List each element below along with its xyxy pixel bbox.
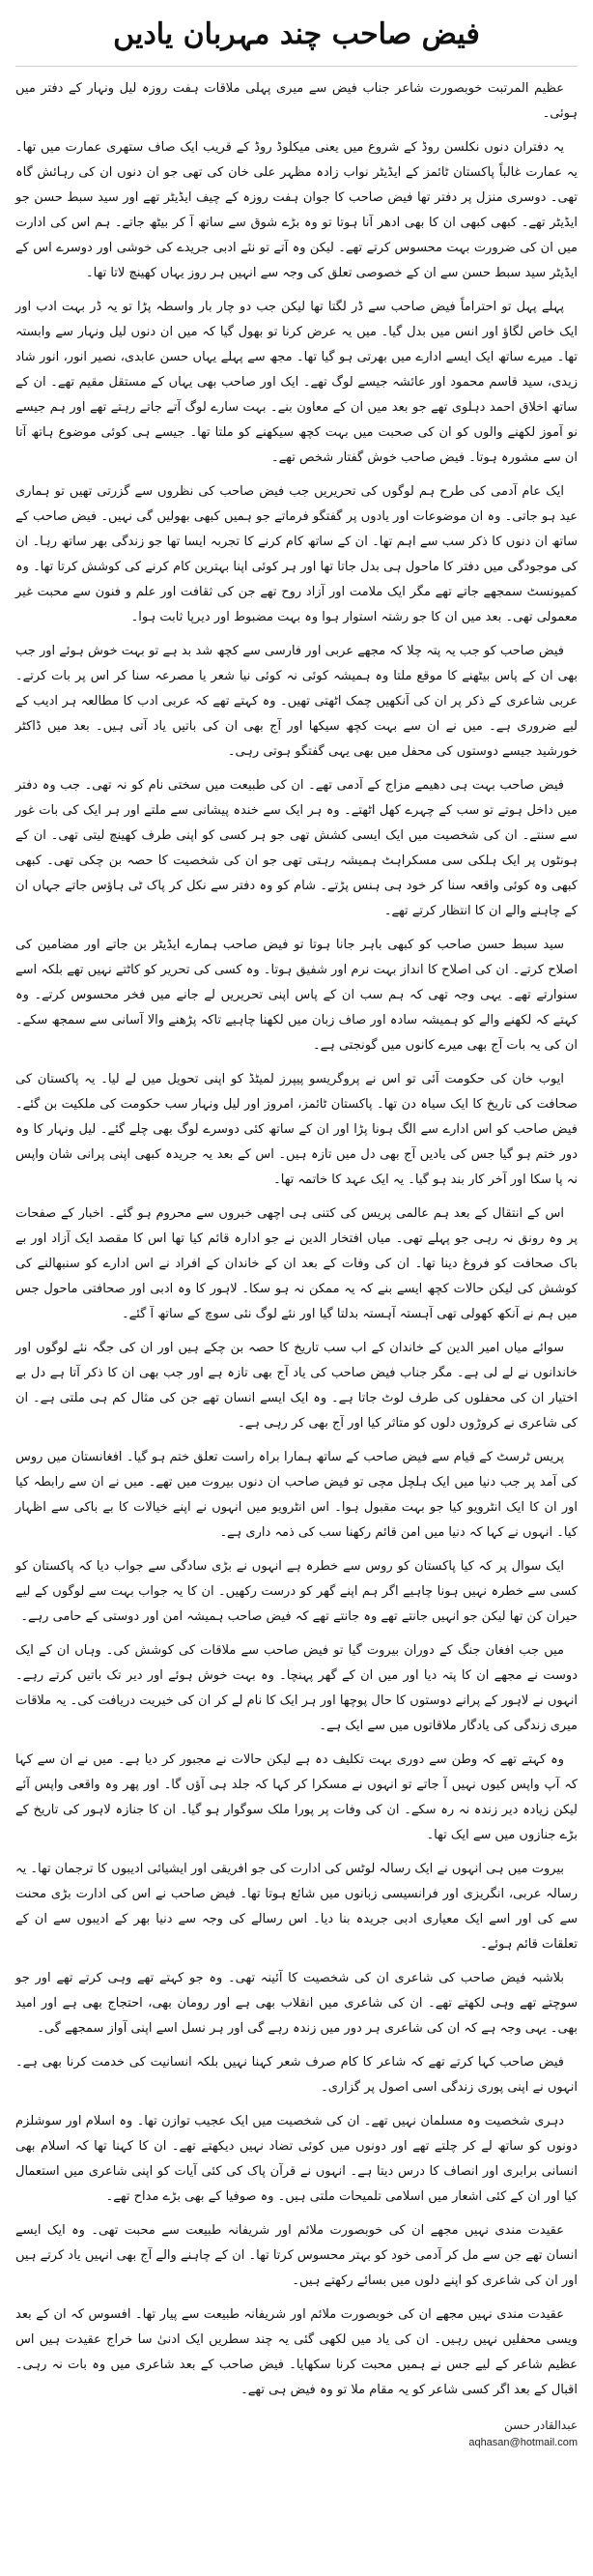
author-email[interactable]: aqhasan@hotmail.com — [468, 2437, 578, 2448]
article-paragraph: ایک عام آدمی کی طرح ہم لوگوں کی تحریریں جب فیض صاحب کی نظروں سے گزرتی تھیں تو ہماری عید ہو جاتی۔ وہ ان موضوعات اور یادوں پر گفتگو فرماتے جو ہمیں کبھی بھولیں گی نہیں۔ فیض صاحب کے ساتھ ان دنوں کا ذکر سب سے اہم تھا۔ ان کے ساتھ کام کرنے کا تجربہ ایسا تھا جو زندگی بھر ساتھ رہا۔ ان کی موجودگی میں دفتر کا ماحول ہی بدل جاتا تھا اور ہر کوئی اپنا بہترین کام کرنے کی کوشش کرتا تھا۔ وہ کمیونسٹ سمجھے جاتے تھے مگر ایک ملامت اور آزاد روح تھے جن کی ثقافت اور علم و فنون سے محبت غیر معمولی تھی۔ بعد میں ان کا جو رشتہ استوار ہوا وہ بہت مضبوط اور دیرپا ثابت ہوا۔ — [15, 484, 578, 624]
article-paragraph: وہ کہتے تھے کہ وطن سے دوری بہت تکلیف دہ ہے لیکن حالات نے مجبور کر دیا ہے۔ میں نے ان سے کہا کہ آپ واپس کیوں نہیں آ جاتے تو انہوں نے مسکرا کر کہا کہ جلد ہی آؤں گا۔ اور پھر وہ واقعی واپس آئے لیکن زیادہ دیر زندہ نہ رہ سکے۔ ان کی وفات پر پورا ملک سوگوار ہو گیا۔ ان کا جنازہ لاہور کی تاریخ کے بڑے جنازوں میں سے ایک تھا۔ — [15, 1752, 578, 1842]
article-paragraph: فیض صاحب کہا کرتے تھے کہ شاعر کا کام صرف شعر کہنا نہیں بلکہ انسانیت کی خدمت کرنا بھی ہے۔ انہوں نے اپنی پوری زندگی اسی اصول پر گزاری۔ — [15, 2055, 578, 2095]
article-paragraph: بیروت میں ہی انہوں نے ایک رسالہ لوٹس کی ادارت کی جو افریقی اور ایشیائی ادیبوں کا ترجمان تھا۔ یہ رسالہ عربی، انگریزی اور فرانسیسی زبانوں میں شائع ہوتا تھا۔ فیض صاحب نے اس کی ادارت بڑی محنت سے کی اور اسے ایک معیاری ادبی جریدہ بنا دیا۔ اس رسالے کی وجہ سے دنیا بھر کے ادیبوں سے ان کے تعلقات قائم ہوئے۔ — [15, 1862, 578, 1952]
article-paragraph: ایک سوال پر کہ کیا پاکستان کو روس سے خطرہ ہے انہوں نے بڑی سادگی سے جواب دیا کہ پاکستان کو کسی سے خطرہ نہیں ہونا چاہیے اگر ہم اپنے گھر کو درست رکھیں۔ ان کا یہ جواب بہت سے لوگوں کے لیے حیران کن تھا لیکن جو انہیں جانتے تھے وہ جانتے تھے کہ فیض صاحب ہمیشہ امن اور دوستی کے حامی رہے۔ — [15, 1559, 578, 1624]
article-paragraph: اس کے انتقال کے بعد ہم عالمی پریس کی کتنی ہی اچھی خبروں سے محروم ہو گئے۔ اخبار کے صفحات پر وہ رونق نہ رہی جو پہلے تھی۔ میاں افتخار الدین نے جو ادارہ قائم کیا تھا اس کا مقصد ایک آزاد اور بے باک صحافت کو فروغ دینا تھا۔ ان کی وفات کے بعد ان کے خاندان کے افراد نے اس ادارے کو سنبھالنے کی کوشش کی لیکن حالات کچھ ایسے بنے کہ یہ ممکن نہ ہو سکا۔ لاہور کا وہ ادبی اور صحافتی ماحول جس میں ہم نے آنکھ کھولی تھی آہستہ آہستہ بدلتا گیا اور نئے لوگ نئی سوچ کے ساتھ آ گئے۔ — [15, 1206, 578, 1321]
article-paragraph: دہری شخصیت وہ مسلمان نہیں تھے۔ ان کی شخصیت میں ایک عجیب توازن تھا۔ وہ اسلام اور سوشلزم دونوں کو ساتھ لے کر چلتے تھے اور دونوں میں کوئی تضاد نہیں دیکھتے تھے۔ ان کا کہنا تھا کہ اسلام بھی انسانی برابری اور انصاف کا درس دیتا ہے۔ انہوں نے قرآن پاک کی کئی آیات کو اپنی شاعری میں استعمال کیا اور ان کے کئی اشعار میں اسلامی تلمیحات ملتی ہیں۔ وہ صوفیا کے بھی بڑے مداح تھے۔ — [15, 2114, 578, 2204]
article-paragraph: پریس ٹرسٹ کے قیام سے فیض صاحب کے ساتھ ہمارا براہ راست تعلق ختم ہو گیا۔ افغانستان میں روس کی آمد پر جب دنیا میں ایک ہلچل مچی تو فیض صاحب ان دنوں بیروت میں تھے۔ میں نے ان سے رابطہ کیا اور ان کا ایک انٹرویو کیا جو بہت مقبول ہوا۔ اس انٹرویو میں انہوں نے اپنے خیالات کا بے باکی سے اظہار کیا۔ انہوں نے کہا کہ دنیا میں امن قائم رکھنا سب کی ذمہ داری ہے۔ — [15, 1450, 578, 1540]
article-title: فیض صاحب چند مہربان یادیں — [15, 14, 578, 67]
article-paragraph: بلاشبہ فیض صاحب کی شاعری ان کی شخصیت کا آئینہ تھی۔ وہ جو کہتے تھے وہی کرتے تھے اور جو سوچتے تھے وہی لکھتے تھے۔ ان کی شاعری میں انقلاب بھی ہے اور رومان بھی، احتجاج بھی ہے اور امید بھی۔ یہی وجہ ہے کہ ان کی شاعری ہر دور میں زندہ رہے گی اور ہر نسل اسے اپنی آواز سمجھے گی۔ — [15, 1971, 578, 2036]
article-paragraph: سید سبط حسن صاحب کو کبھی باہر جانا ہوتا تو فیض صاحب ہمارے ایڈیٹر بن جاتے اور مضامین کی اصلاح کرتے۔ ان کی اصلاح کا انداز بہت نرم اور شفیق ہوتا۔ وہ کسی کی تحریر کو کاٹتے نہیں تھے بلکہ اسے سنوارتے تھے۔ یہی وجہ تھی کہ ہم سب ان کے پاس اپنی تحریریں لے جانے میں فخر محسوس کرتے۔ وہ کہتے کہ لکھنے والے کو ہمیشہ سادہ اور صاف زبان میں لکھنا چاہیے تاکہ پڑھنے والا آسانی سے سمجھ سکے۔ ان کی یہ بات آج بھی میرے کانوں میں گونجتی ہے۔ — [15, 938, 578, 1053]
article-paragraph: پہلے پہل تو احتراماً فیض صاحب سے ڈر لگتا تھا لیکن جب دو چار بار واسطہ پڑا تو یہ ڈر بہت ادب اور ایک خاص لگاؤ اور انس میں بدل گیا۔ میں یہ عرض کرنا تو بھول گیا کہ میں ان دنوں لیل ونہار سے وابستہ تھا۔ میرے ساتھ ایک ایسے ادارے میں بھرتی ہو گیا تھا۔ مجھ سے پہلے یہاں حسن عابدی، نصیر انور، انور شاد زیدی، سید قاسم محمود اور عائشہ جیسے لوگ تھے۔ ایک اور صاحب بھی یہاں کے مستقل مقیم تھے۔ ان کے ساتھ اخلاق احمد دہلوی تھے جو بعد میں ان کے معاون بنے۔ بہت سارے لوگ آتے جاتے رہتے تھے اور ہم جیسے نو آموز لکھنے والوں کو ان کی صحبت میں بہت کچھ سیکھنے کو ملتا تھا۔ جیسے ہی کوئی موضوع ہاتھ آتا ان سے مشورہ ہوتا۔ فیض صاحب خوش گفتار شخص تھے۔ — [15, 300, 578, 465]
author-name: عبدالقادر حسن — [503, 2418, 578, 2432]
article-body — [15, 76, 578, 2403]
article-paragraph: عقیدت مندی نہیں مجھے ان کی خوبصورت ملائم اور شریفانہ طبیعت سے محبت تھی۔ وہ ایک ایسے انسان تھے جن سے مل کر آدمی خود کو بہتر محسوس کرتا تھا۔ ان کے چاہنے والے آج بھی انہیں یاد کرتے ہیں اور ان کی شاعری کو اپنے دلوں میں بسائے رکھتے ہیں۔ — [15, 2223, 578, 2288]
article-paragraph: فیض صاحب کو جب یہ پتہ چلا کہ مجھے عربی اور فارسی سے کچھ شد بد ہے تو بہت خوش ہوئے اور جب بھی ان کے پاس بیٹھنے کا موقع ملتا وہ ہمیشہ کوئی نہ کوئی نیا شعر یا مصرعہ سنا کر اس پر بات کرتے۔ عربی شاعری کے ذکر پر ان کی آنکھیں چمک اٹھتی تھیں۔ وہ کہتے تھے کہ عربی ادب کا مطالعہ ہر ادیب کے لیے ضروری ہے۔ میں نے ان سے بہت کچھ سیکھا اور آج بھی ان کی باتیں یاد آتی ہیں۔ بعد میں ڈاکٹر خورشید جیسے دوستوں کی محفل میں بھی یہی گفتگو ہوتی رہی۔ — [15, 644, 578, 759]
byline — [15, 2417, 578, 2451]
article-paragraph: میں جب افغان جنگ کے دوران بیروت گیا تو فیض صاحب سے ملاقات کی کوشش کی۔ وہاں ان کے ایک دوست نے مجھے ان کا پتہ دیا اور میں ان کے گھر پہنچا۔ وہ بہت خوش ہوئے اور دیر تک باتیں کرتے رہے۔ انہوں نے لاہور کے پرانے دوستوں کا حال پوچھا اور ہر ایک کا نام لے کر ان کی خیریت دریافت کی۔ یہ ملاقات میری زندگی کی یادگار ملاقاتوں میں سے ایک ہے۔ — [15, 1643, 578, 1733]
article-paragraph: ایوب خان کی حکومت آئی تو اس نے پروگریسو پیپرز لمیٹڈ کو اپنی تحویل میں لے لیا۔ یہ پاکستان کی صحافت کی تاریخ کا ایک سیاہ دن تھا۔ پاکستان ٹائمز، امروز اور لیل ونہار سب حکومت کی ملکیت بن گئے۔ فیض صاحب کو اس ادارے سے الگ ہونا پڑا اور ان کے ساتھ کئی دوسرے لوگ بھی چلے گئے۔ لیل ونہار کا وہ دور ختم ہو گیا جس کی یادیں آج بھی دل میں تازہ ہیں۔ اس کے بعد یہ جریدہ کبھی اپنی پرانی شان واپس نہ پا سکا اور آخر کار بند ہو گیا۔ یہ ایک عہد کا خاتمہ تھا۔ — [15, 1072, 578, 1187]
article-paragraph: سوائے میاں امیر الدین کے خاندان کے اب سب تاریخ کا حصہ بن چکے ہیں اور ان کی جگہ نئے لوگوں اور خاندانوں نے لے لی ہے۔ مگر جناب فیض صاحب کی یاد آج بھی تازہ ہے اور جب بھی ان کا ذکر آتا ہے دل بے اختیار ان کی محفلوں کی طرف لوٹ جاتا ہے۔ وہ ایک ایسے انسان تھے جن کی مثال کم ہی ملتی ہے۔ ان کی شاعری نے کروڑوں دلوں کو متاثر کیا اور آج بھی کر رہی ہے۔ — [15, 1341, 578, 1431]
article-paragraph: عظیم المرتبت خوبصورت شاعر جناب فیض سے میری پہلی ملاقات ہفت روزہ لیل ونہار کے دفتر میں ہوئی۔ — [15, 81, 578, 121]
article-paragraph: عقیدت مندی نہیں مجھے ان کی خوبصورت ملائم اور شریفانہ طبیعت سے پیار تھا۔ افسوس کہ ان کے بعد ویسی محفلیں نہیں رہیں۔ ان کی یاد میں لکھی گئی یہ چند سطریں ایک ادنیٰ سا خراج عقیدت ہیں اس عظیم شاعر کے لیے جس نے ہمیں محبت کرنا سکھایا۔ فیض صاحب کے بعد شاعری میں وہ بات نہ رہی۔ اقبال کے بعد اگر کسی شاعر کو یہ مقام ملا تو وہ فیض ہی تھے۔ — [15, 2307, 578, 2397]
article-paragraph: فیض صاحب بہت ہی دھیمے مزاج کے آدمی تھے۔ ان کی طبیعت میں سختی نام کو نہ تھی۔ جب وہ دفتر میں داخل ہوتے تو سب کے چہرے کھل اٹھتے۔ وہ ہر ایک سے خندہ پیشانی سے ملتے اور ہر ایک کی بات غور سے سنتے۔ ان کی شخصیت میں ایک ایسی کشش تھی جو ہر کسی کو اپنی طرف کھینچ لیتی تھی۔ ان کے ہونٹوں پر ایک ہلکی سی مسکراہٹ ہمیشہ رہتی تھی جو ان کی شخصیت کا حصہ بن چکی تھی۔ کبھی کبھی وہ کوئی واقعہ سنا کر خود ہی ہنس پڑتے۔ شام کو وہ دفتر سے نکل کر پاک ٹی ہاؤس جاتے جہاں ان کے چاہنے والے ان کا انتظار کرتے تھے۔ — [15, 778, 578, 918]
article-paragraph: یہ دفتران دنوں نکلسن روڈ کے شروع میں یعنی میکلوڈ روڈ کے قریب ایک صاف ستھری عمارت میں تھا۔ یہ عمارت غالباً پاکستان ٹائمز کے ایڈیٹر نواب زادہ مظہر علی خان کی تھی جو ان دنوں ان کی رہائش گاہ تھی۔ دوسری منزل پر دفتر تھا فیض صاحب کا جوان ہفت روزہ کے چیف ایڈیٹر تھے اور سید سبط حسن جو ایڈیٹر تھے۔ کبھی کبھی ان کا بھی ادھر آنا ہوتا تو وہ بڑے شوق سے ساتھ آ کر بیٹھ جاتے۔ ہم اس کی ادارت میں ان کی ضرورت بہت محسوس کرتے تھے۔ لیکن وہ آتے تو نئے ادبی جریدے کی خوشی اور دوسرے اس کے ایڈیٹر سید سبط حسن سے ان کے خصوصی تعلق کی وجہ سے انہیں ہر روز یہاں کھینچ لاتا تھا۔ — [15, 140, 578, 280]
